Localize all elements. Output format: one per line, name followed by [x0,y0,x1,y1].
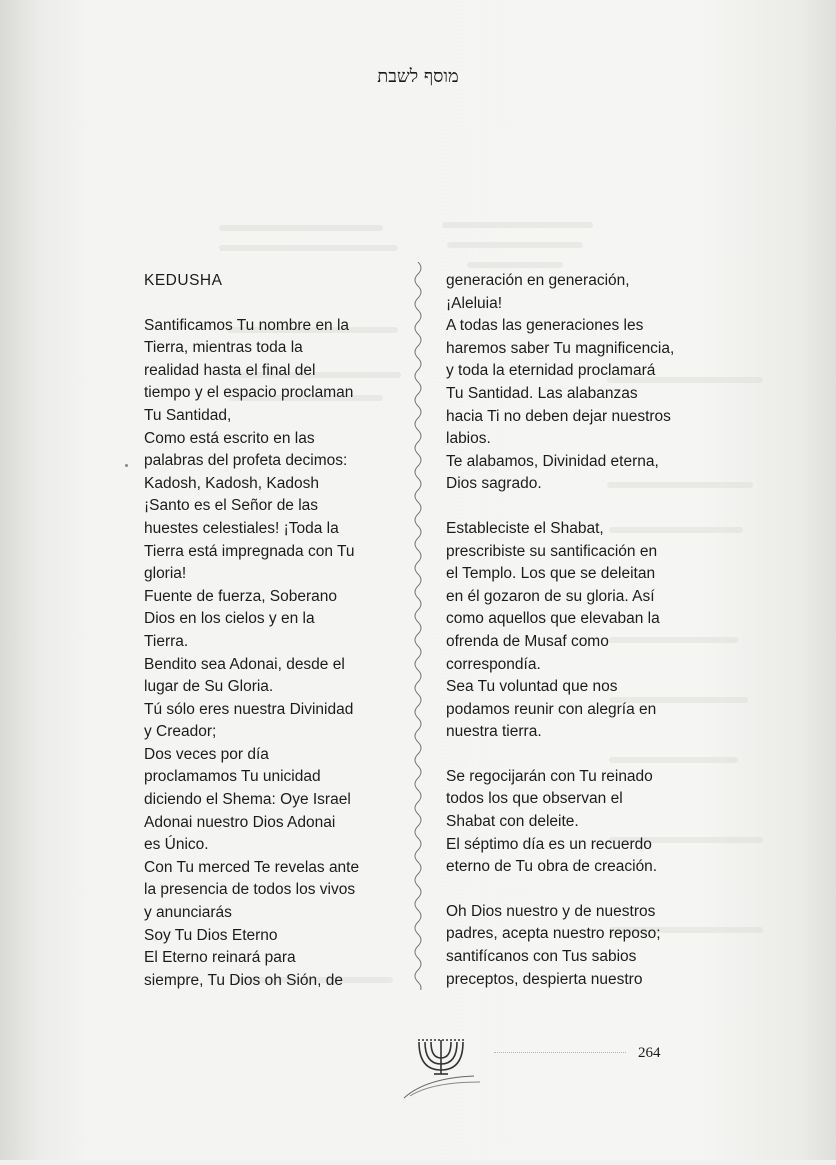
footer-rule [494,1052,626,1053]
header-hebrew-title: מוסף לשבת [377,66,459,87]
section-title: KEDUSHA [144,272,223,289]
right-paragraph: Estableciste el Shabat, prescribiste su santificación en el Templo. Los que se deleitan en él gozaron de su gloria. Así como aquellos que elevaban la ofrenda de Musaf como correspondía. Sea Tu voluntad que nos podamos reunir con alegría en nuestra tierra. [446,519,660,741]
menorah-icon [396,1030,486,1100]
scan-speck [125,464,128,467]
left-paragraph: Santificamos Tu nombre en la Tierra, mientras toda la realidad hasta el final del tiempo y el espacio proclaman Tu Santidad, Como está escrito en las palabras del profeta decimos: Kadosh, Kadosh, Kadosh ¡Santo es el Señor de las huestes celestiales! ¡Toda la Tierra está impregnada con Tu gloria! Fuente de fuerza, Soberano Dios en los cielos y en la Tierra. Bendito sea Adonai, desde el lugar de Su Gloria. Tú sólo eres nuestra Divinidad y Creador; Dos veces por día proclamamos Tu unicidad diciendo el Shema: Oye Israel Adonai nuestro Dios Adonai es Único. Con Tu merced Te revelas ante la presencia de todos los vivos y anunciarás Soy Tu Dios Eterno El Eterno reinará para siempre, Tu Dios oh Sión, de [144,316,360,989]
left-column [144,270,424,992]
page-number: 264 [638,1045,661,1061]
right-column [446,270,726,991]
column-divider-wavy [408,262,428,990]
page-header [300,66,536,87]
right-paragraph: generación en generación, ¡Aleluia! A todas las generaciones les haremos saber Tu magnificencia, y toda la eternidad proclamará Tu Santidad. Las alabanzas hacia Ti no deben dejar nuestros labios. Te alabamos, Divinidad eterna, Dios sagrado. [446,272,675,493]
right-paragraph: Oh Dios nuestro y de nuestros padres, acepta nuestro reposo; santifícanos con Tus sabios preceptos, despierta nuestro [446,902,661,988]
right-paragraph: Se regocijarán con Tu reinado todos los que observan el Shabat con deleite. El séptimo día es un recuerdo eterno de Tu obra de creación. [446,767,658,876]
